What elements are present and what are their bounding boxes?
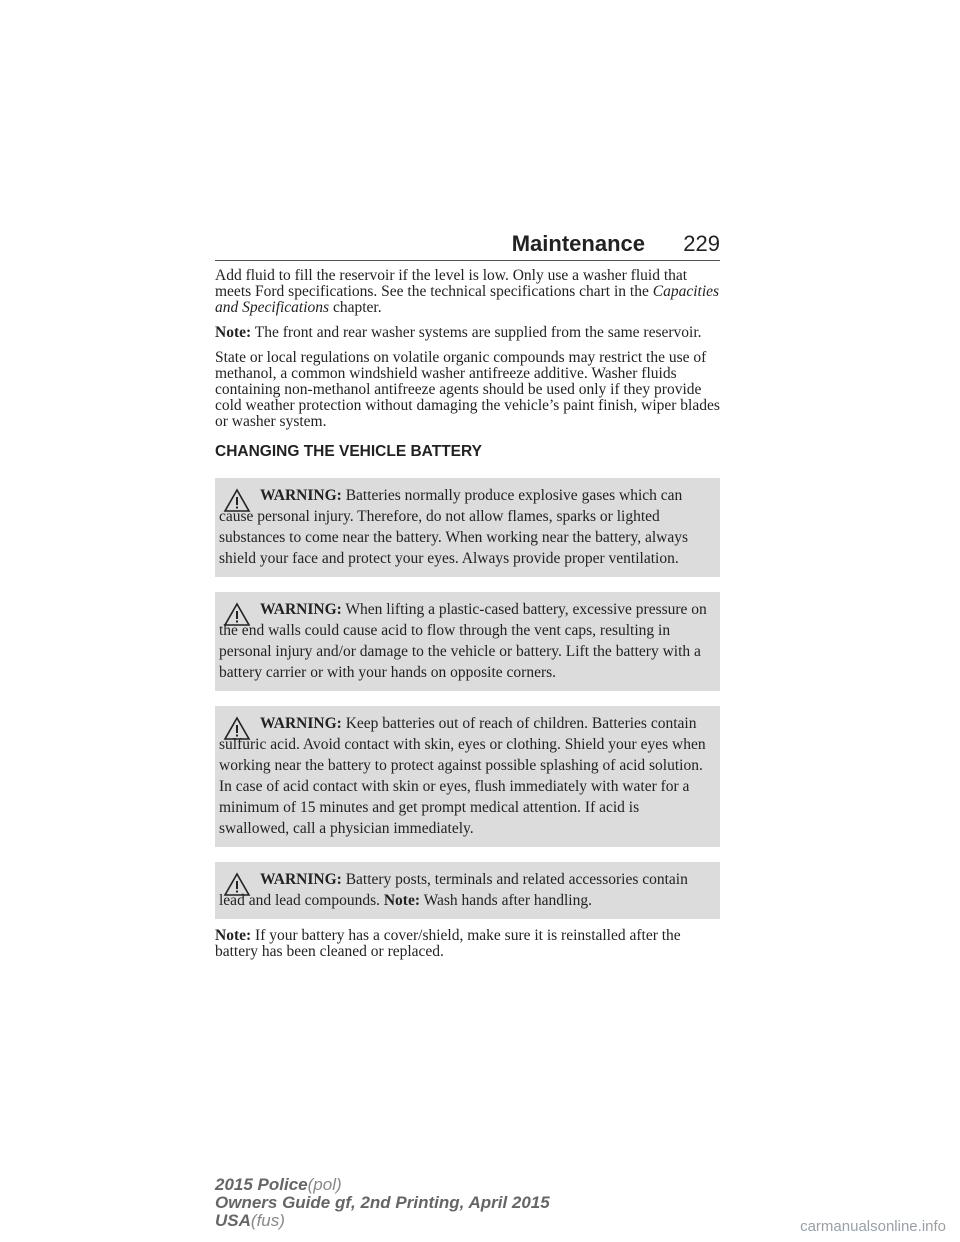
warning-box [215,478,720,577]
note-text: If your battery has a cover/shield, make sure it is reinstalled after the battery has been cleaned or replaced. [215,927,681,960]
note-paragraph [215,325,720,341]
paragraph-text: Add fluid to fill the reservoir if the level is low. Only use a washer fluid that meets Ford specifications. See the technical specifications chart in the [215,267,688,300]
footer-code: (pol) [307,1175,342,1194]
paragraph-washer-fluid [215,268,720,316]
page-footer [215,1176,550,1230]
warning-triangle-icon [223,602,251,627]
section-heading: CHANGING THE VEHICLE BATTERY [215,443,482,460]
warning-triangle-icon [223,716,251,741]
note-label: Note: [215,324,252,341]
note-text: Wash hands after handling. [423,892,592,909]
warning-text: Batteries normally produce explosive gases which can cause personal injury. Therefore, do not allow flames, sparks or lighted substances to come near the battery. When working near the battery, always shield your face and protect your eyes. Always provide proper ventilation. [219,487,688,567]
footer-edition: Owners Guide gf, 2nd Printing, April 2015 [215,1193,550,1212]
warning-box [215,592,720,691]
warning-text: When lifting a plastic-cased battery, excessive pressure on the end walls could cause acid to flow through the vent caps, resulting in personal injury and/or damage to the vehicle or battery. Lift the battery with a battery carrier or with your hands on opposite corners. [219,601,707,681]
final-note [215,928,720,960]
footer-line [215,1194,550,1212]
warning-text: Keep batteries out of reach of children. Batteries contain sulfuric acid. Avoid contact with skin, eyes or clothing. Shield your eyes when working near the battery to protect against possible splashing of acid solution. In case of acid contact with skin or eyes, flush immediately with water for a minimum of 15 minutes and get prompt medical attention. If acid is swallowed, call a physician immediately. [219,715,706,837]
warning-label: WARNING: [260,601,342,618]
warning-box [215,706,720,847]
note-label: Note: [383,892,421,909]
page-body [215,268,720,969]
footer-model: 2015 Police [215,1175,308,1194]
footer-line [215,1212,550,1230]
warning-label: WARNING: [260,715,342,732]
warning-triangle-icon [223,488,251,513]
paragraph-text: chapter. [332,299,382,316]
footer-line [215,1176,550,1194]
page-number: 229 [683,231,720,256]
warning-text: Battery posts, terminals and related accessories contain lead and lead compounds. [219,871,688,909]
warning-box [215,862,720,919]
warning-label: WARNING: [260,487,342,504]
note-label: Note: [215,927,252,944]
warning-label: WARNING: [260,871,342,888]
warning-triangle-icon [223,872,251,897]
footer-market: USA [215,1211,251,1230]
section-title: Maintenance [511,231,645,256]
watermark: carmanualsonline.info [800,1218,946,1235]
paragraph-voc-regulations: State or local regulations on volatile organic compounds may restrict the use of methanol, a common windshield washer antifreeze additive. Washer fluids containing non-methanol antifreeze agents should be used only if they provide cold weather protection without damaging the vehicle’s paint finish, wiper blades or washer system. [215,349,720,430]
chapter-reference: Capacities and Specifications [215,283,720,316]
note-text: The front and rear washer systems are supplied from the same reservoir. [254,324,702,341]
footer-code: (fus) [250,1211,285,1230]
page-header [215,226,720,261]
